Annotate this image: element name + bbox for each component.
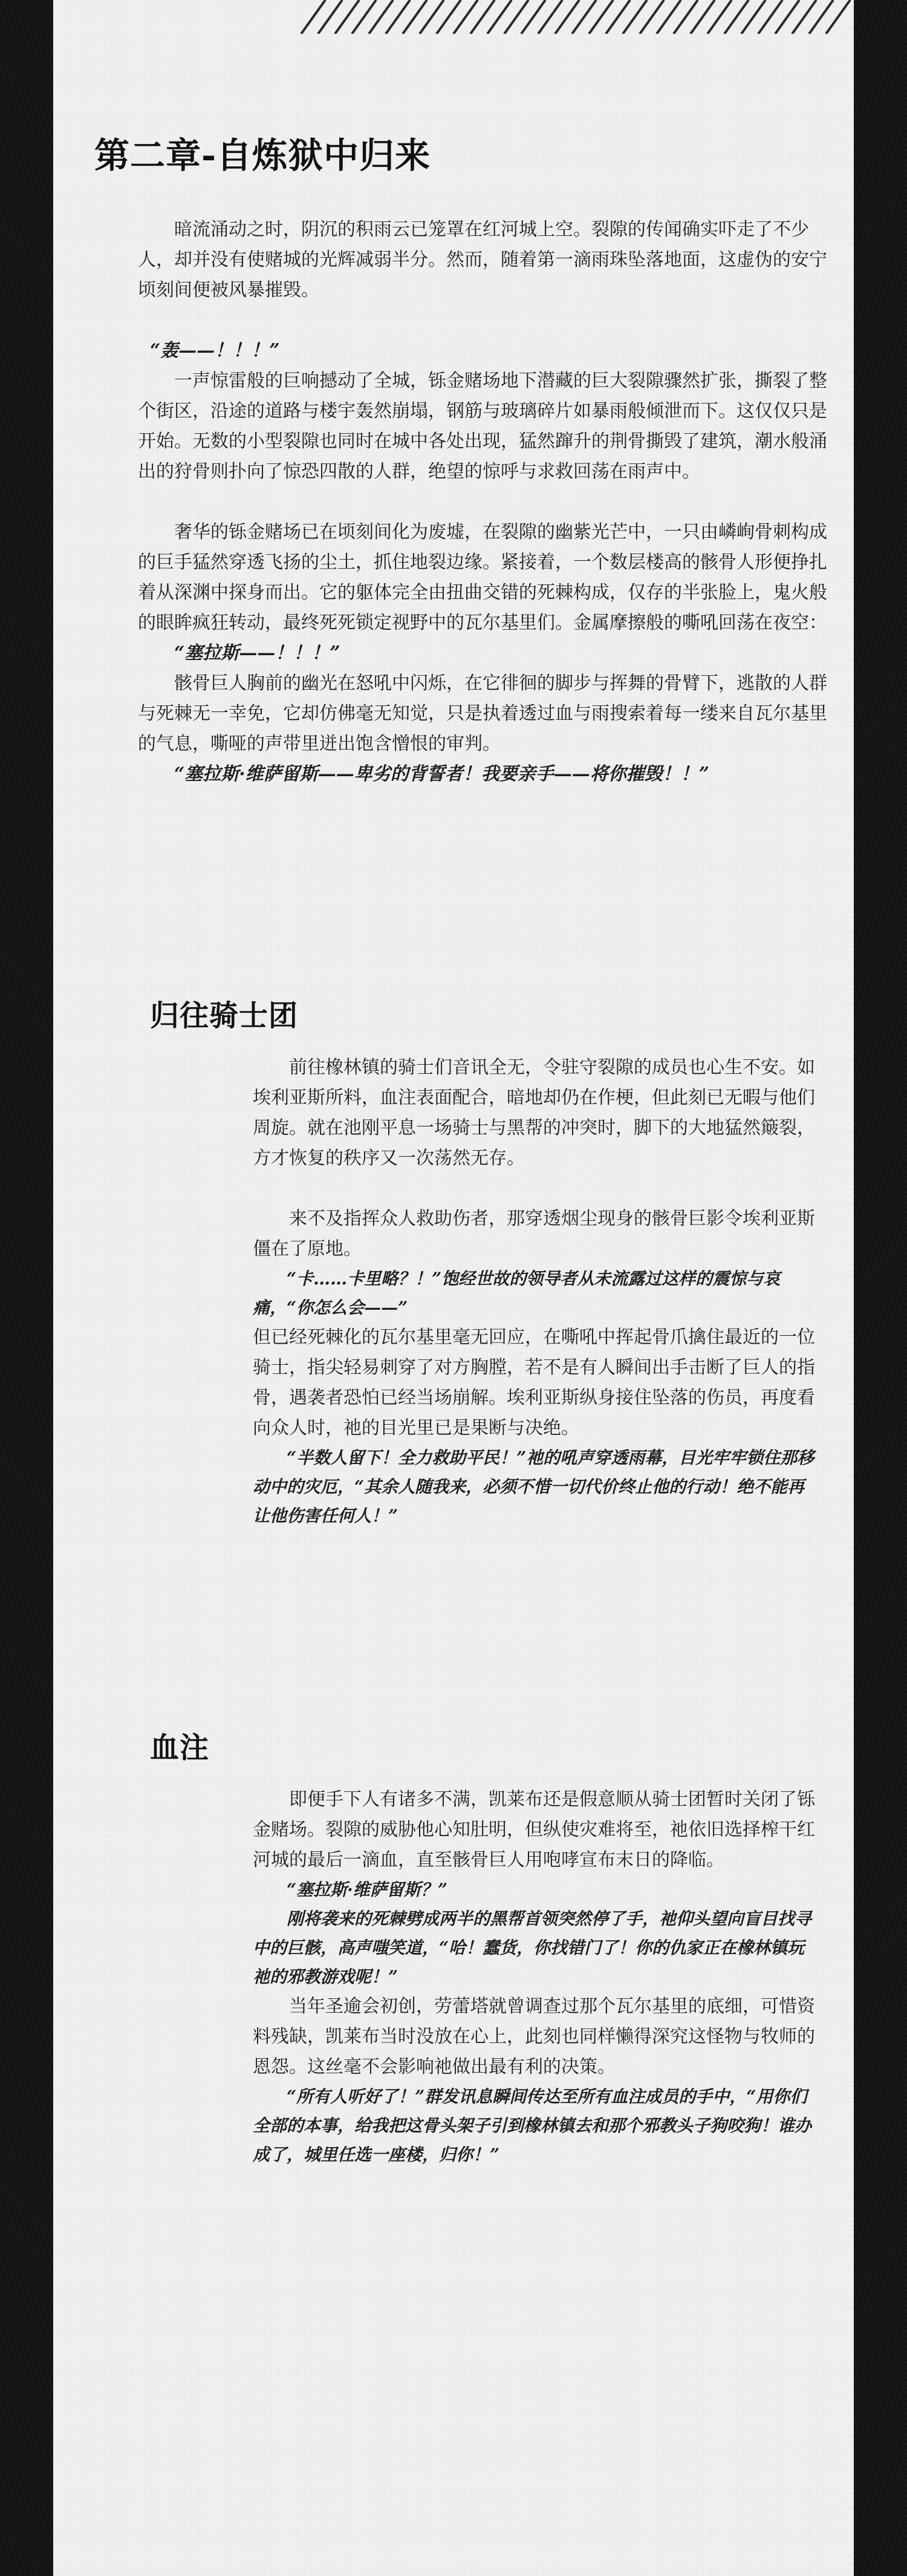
bloodwager-body xyxy=(253,1785,815,2169)
bloodwager-title: 血注 xyxy=(150,1731,210,1765)
right-border xyxy=(854,0,907,2576)
chapter-section xyxy=(94,127,844,178)
knights-section xyxy=(150,992,755,1034)
knights-paragraph: 但已经死棘化的瓦尔基里毫无回应，在嘶吼中挥起骨爪擒住最近的一位骑士，指尖轻易刺穿了对方胸膛，若不是有人瞬间出手击断了巨人的指骨，遇袭者恐怕已经当场崩解。埃利亚斯纵身接住坠落的伤员，再度看向众人时，祂的目光里已是果断与决绝。 xyxy=(253,1327,815,1439)
chapter-paragraph: 骸骨巨人胸前的幽光在怒吼中闪烁，在它徘徊的脚步与挥舞的骨臂下，逃散的人群与死棘无一幸免，它却仿佛毫无知觉，只是执着透过血与雨搜索着每一缕来自瓦尔基里的气息，嘶哑的声带里迸出饱含憎恨的审判。 xyxy=(138,673,827,754)
knights-title: 归往骑士团 xyxy=(150,999,299,1033)
knights-quote-carrillo: “卡……卡里略？！”饱经世故的领导者从未流露过这样的震惊与哀痛，“你怎么会——” xyxy=(253,1269,781,1318)
chapter-quote-judgement: “塞拉斯·维萨留斯——卑劣的背誓者！我要亲手——将你摧毁！！” xyxy=(174,763,709,785)
knights-body xyxy=(253,1053,815,1531)
bloodwager-quote-broadcast: “所有人听好了！”群发讯息瞬间传达至所有血注成员的手中，“用你们全部的本事，给我把这骨头架子引到橡林镇去和那个邪教头子狗咬狗！谁办成了，城里任选一座楼，归你！” xyxy=(253,2087,812,2165)
paper-page xyxy=(53,0,854,2576)
chapter-title: 第二章-自炼狱中归来 xyxy=(94,135,431,176)
chapter-paragraph: 奢华的铄金赌场已在顷刻间化为废墟，在裂隙的幽紫光芒中，一只由嶙峋骨刺构成的巨手猛然穿透飞扬的尘土，抓住地裂边缘。紧接着，一个数层楼高的骸骨人形便挣扎着从深渊中探身而出。它的躯体完全由扭曲交错的死棘构成，仅存的半张脸上，鬼火般的眼眸疯狂转动，最终死死锁定视野中的瓦尔基里们。金属摩擦般的嘶吼回荡在夜空： xyxy=(138,521,827,633)
hatch-decoration xyxy=(295,0,857,34)
knights-paragraph: 来不及指挥众人救助伤者，那穿透烟尘现身的骸骨巨影令埃利亚斯僵在了原地。 xyxy=(253,1208,815,1260)
bloodwager-section xyxy=(150,1724,755,1766)
knights-quote-orders: “半数人留下！全力救助平民！”祂的吼声穿透雨幕，目光牢牢锁住那移动中的灾厄，“其余人随我来，必须不惜一切代价终止他的行动！绝不能再让他伤害任何人！” xyxy=(253,1448,814,1526)
chapter-quote-silas: “塞拉斯——！！！” xyxy=(174,642,340,664)
knights-paragraph: 前往橡林镇的骑士们音讯全无，令驻守裂隙的成员也心生不安。如埃利亚斯所料，血注表面配合，暗地却仍在作梗，但此刻已无暇与他们周旋。就在池刚平息一场骑士与黑帮的冲突时，脚下的大地猛然簸裂，方才恢复的秩序又一次荡然无存。 xyxy=(253,1057,815,1169)
bloodwager-paragraph: 当年圣逾会初创，劳蕾塔就曾调查过那个瓦尔基里的底细，可惜资料残缺，凯莱布当时没放在心上，此刻也同样懒得深究这怪物与牧师的恩怨。这丝毫不会影响祂做出最有利的决策。 xyxy=(253,1996,815,2077)
bloodwager-quote-silas: “塞拉斯·维萨留斯？” xyxy=(287,1880,447,1900)
chapter-body xyxy=(138,215,839,789)
chapter-quote-boom: “轰——！！！” xyxy=(150,340,280,361)
chapter-paragraph: 一声惊雷般的巨响撼动了全城，铄金赌场地下潜藏的巨大裂隙骤然扩张，撕裂了整个街区，沿途的道路与楼宇轰然崩塌，钢筋与玻璃碎片如暴雨般倾泄而下。这仅仅只是开始。无数的小型裂隙也同时在城中各处出现，猛然蹿升的荆骨撕毁了建筑，潮水般涌出的狩骨则扑向了惊恐四散的人群，绝望的惊呼与求救回荡在雨声中。 xyxy=(138,370,827,482)
chapter-paragraph: 暗流涌动之时，阴沉的积雨云已笼罩在红河城上空。裂隙的传闻确实吓走了不少人，却并没有使赌城的光辉减弱半分。然而，随着第一滴雨珠坠落地面，这虚伪的安宁顷刻间便被风暴摧毁。 xyxy=(138,219,827,301)
left-border xyxy=(0,0,53,2576)
bloodwager-quote-boss: 刚将袭来的死棘劈成两半的黑帮首领突然停了手，祂仰头望向盲目找寻中的巨骸，高声嗤笑道，“哈！蠢货，你找错门了！你的仇家正在橡林镇玩祂的邪教游戏呢！” xyxy=(253,1909,812,1987)
bloodwager-paragraph: 即便手下人有诸多不满，凯莱布还是假意顺从骑士团暂时关闭了铄金赌场。裂隙的威胁他心知肚明，但纵使灾难将至，祂依旧选择榨干红河城的最后一滴血，直至骸骨巨人用咆哮宣布末日的降临。 xyxy=(253,1789,815,1871)
